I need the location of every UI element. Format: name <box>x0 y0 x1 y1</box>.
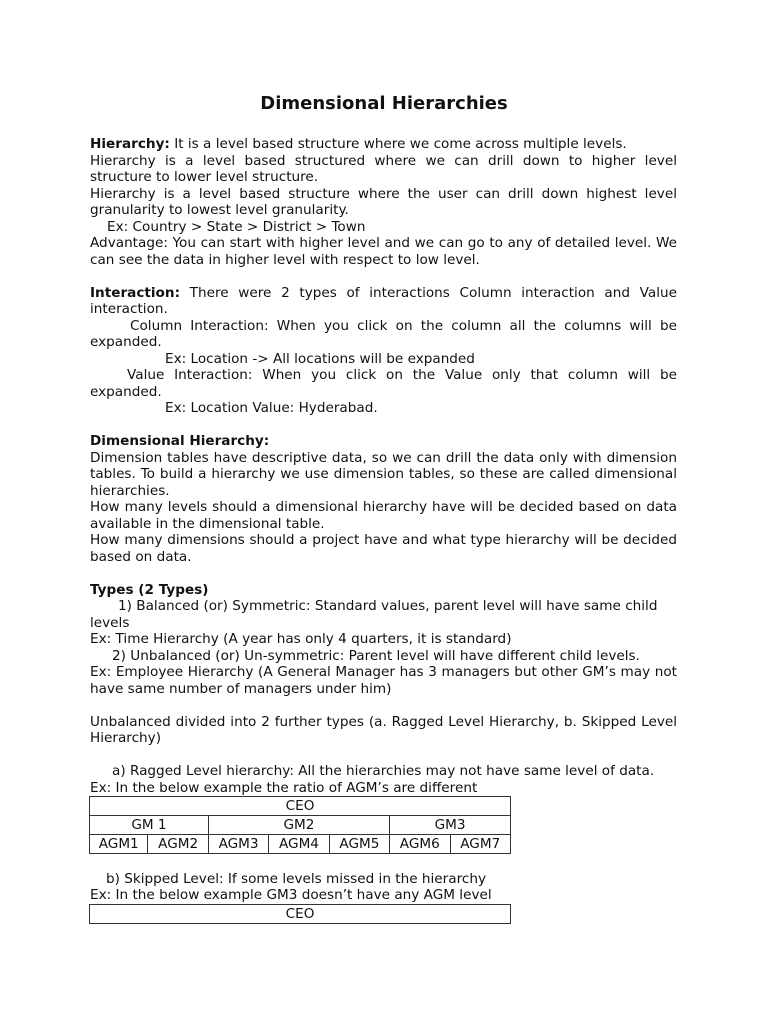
hierarchy-intro-text: It is a level based structure where we come across multiple levels. <box>169 136 627 152</box>
skipped-example: Ex: In the below example GM3 doesn’t have any AGM level <box>90 887 492 903</box>
types-heading: Types (2 Types) <box>90 581 209 598</box>
hierarchy-heading: Hierarchy: <box>90 136 170 152</box>
dimensional-heading: Dimensional Hierarchy: <box>90 433 270 449</box>
column-interaction-example: Ex: Location -> All locations will be expanded <box>165 350 475 367</box>
hierarchy-advantage: Advantage: You can start with higher level and we can go to any of detailed level. We can see the data in higher level with respect to low level. <box>90 235 677 268</box>
unbalanced-subtypes: Unbalanced divided into 2 further types (a. Ragged Level Hierarchy, b. Skipped Level Hierarchy) <box>90 713 677 746</box>
interaction-heading: Interaction: <box>90 284 180 301</box>
hierarchy-intro <box>90 136 677 153</box>
table-cell-gm2: GM2 <box>208 816 389 835</box>
balanced-type: 1) Balanced (or) Symmetric: Standard values, parent level will have same child levels <box>90 598 658 631</box>
skipped-hierarchy-table <box>89 904 511 924</box>
hierarchy-line-3: Hierarchy is a level based structure where the user can drill down highest level granularity to lowest level granularity. <box>90 185 677 218</box>
table-cell-agm4: AGM4 <box>269 835 329 854</box>
table-cell-agm5: AGM5 <box>329 835 389 854</box>
dimensional-paragraph-3: How many dimensions should a project have and what type hierarchy will be decided based on data. <box>90 532 677 565</box>
unbalanced-example: Ex: Employee Hierarchy (A General Manager has 3 managers but other GM’s may not have same number of managers under him) <box>90 664 677 697</box>
hierarchy-line-2: Hierarchy is a level based structured where we can drill down to higher level structure to lower level structure. <box>90 152 677 185</box>
table-cell-agm3: AGM3 <box>208 835 268 854</box>
value-interaction: Value Interaction: When you click on the Value only that column will be expanded. <box>90 367 677 400</box>
dimensional-paragraph-2: How many levels should a dimensional hierarchy have will be decided based on data available in the dimensional table. <box>90 499 677 532</box>
interaction-intro <box>90 285 677 318</box>
column-interaction: Column Interaction: When you click on the column all the columns will be expanded. <box>90 317 677 350</box>
table-cell-agm7: AGM7 <box>450 835 511 854</box>
document-body <box>90 136 677 924</box>
value-interaction-example: Ex: Location Value: Hyderabad. <box>165 400 378 416</box>
table-cell-ceo: CEO <box>90 904 511 923</box>
unbalanced-type: 2) Unbalanced (or) Un-symmetric: Parent level will have different child levels. <box>112 647 640 664</box>
page-title: Dimensional Hierarchies <box>260 93 508 114</box>
table-cell-gm1: GM 1 <box>90 816 209 835</box>
interaction-intro-text: There were 2 types of interactions Column interaction and Value interaction. <box>90 284 677 317</box>
balanced-example: Ex: Time Hierarchy (A year has only 4 quarters, it is standard) <box>90 631 512 647</box>
table-cell-gm3: GM3 <box>390 816 511 835</box>
hierarchy-example: Ex: Country > State > District > Town <box>107 218 366 235</box>
ragged-hierarchy-table <box>89 796 511 854</box>
table-cell-agm6: AGM6 <box>390 835 450 854</box>
dimensional-paragraph-1: Dimension tables have descriptive data, so we can drill the data only with dimension tables. To build a hierarchy we use dimension tables, so these are called dimensional hierarchies. <box>90 449 677 499</box>
table-cell-agm2: AGM2 <box>148 835 208 854</box>
table-cell-agm1: AGM1 <box>90 835 148 854</box>
skipped-level: b) Skipped Level: If some levels missed in the hierarchy <box>106 870 486 887</box>
table-cell-ceo: CEO <box>90 797 511 816</box>
ragged-example: Ex: In the below example the ratio of AGM’s are different <box>90 779 478 796</box>
ragged-level: a) Ragged Level hierarchy: All the hierarchies may not have same level of data. <box>112 763 655 779</box>
